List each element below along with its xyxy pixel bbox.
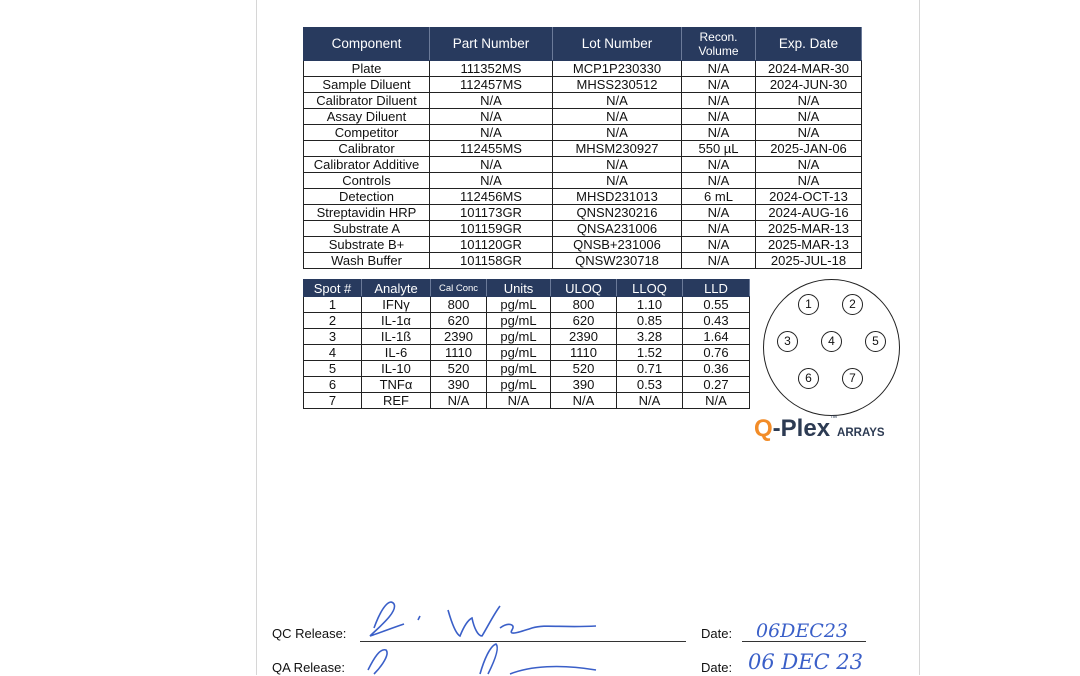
cell-units: N/A [487, 393, 551, 409]
header-spot: Spot # [304, 280, 362, 297]
header-analyte: Analyte [362, 280, 431, 297]
component-row [304, 237, 862, 253]
well-spot-diagram [763, 279, 900, 416]
cell-recon-volume: N/A [682, 205, 756, 221]
spot-row [304, 297, 750, 313]
component-row [304, 205, 862, 221]
cell-lot-number: N/A [553, 109, 682, 125]
cell-part-number: 101159GR [430, 221, 553, 237]
header-uloq: ULOQ [551, 280, 617, 297]
cell-units: pg/mL [487, 377, 551, 393]
cell-uloq: 800 [551, 297, 617, 313]
logo-tm: ™ [830, 415, 838, 422]
components-table-body [304, 61, 862, 269]
qc-date-label: Date: [701, 626, 733, 641]
header-lld: LLD [683, 280, 750, 297]
cell-part-number: 112455MS [430, 141, 553, 157]
spot-marker-4: 4 [821, 331, 842, 352]
cell-lot-number: MHSS230512 [553, 77, 682, 93]
cell-cal-conc: 520 [431, 361, 487, 377]
cell-spot: 7 [304, 393, 362, 409]
qc-signature-image [360, 598, 600, 642]
cell-recon-volume: N/A [682, 253, 756, 269]
cell-cal-conc: 620 [431, 313, 487, 329]
header-units: Units [487, 280, 551, 297]
spot-row [304, 393, 750, 409]
cell-component: Assay Diluent [304, 109, 430, 125]
spot-marker-1: 1 [798, 294, 819, 315]
cell-exp-date: N/A [756, 157, 862, 173]
cell-recon-volume: N/A [682, 93, 756, 109]
spot-marker-5: 5 [865, 331, 886, 352]
header-component: Component [304, 28, 430, 61]
cell-exp-date: N/A [756, 125, 862, 141]
cell-lloq: N/A [617, 393, 683, 409]
spot-marker-2: 2 [842, 294, 863, 315]
cell-part-number: 101120GR [430, 237, 553, 253]
cell-lloq: 1.10 [617, 297, 683, 313]
spot-row [304, 345, 750, 361]
header-lot-number: Lot Number [553, 28, 682, 61]
qc-date-value: 06DEC23 [756, 620, 848, 642]
header-part-number: Part Number [430, 28, 553, 61]
spot-marker-3: 3 [777, 331, 798, 352]
cell-analyte: TNFα [362, 377, 431, 393]
cell-lot-number: QNSA231006 [553, 221, 682, 237]
cell-lld: 1.64 [683, 329, 750, 345]
cell-spot: 1 [304, 297, 362, 313]
spot-row [304, 329, 750, 345]
cell-component: Controls [304, 173, 430, 189]
cell-lloq: 1.52 [617, 345, 683, 361]
cell-lld: 0.76 [683, 345, 750, 361]
cell-lot-number: N/A [553, 173, 682, 189]
cell-lloq: 0.85 [617, 313, 683, 329]
spot-row [304, 377, 750, 393]
spot-table [303, 279, 750, 409]
qa-date-label: Date: [701, 660, 733, 675]
cell-recon-volume: N/A [682, 237, 756, 253]
cell-component: Substrate A [304, 221, 430, 237]
cell-cal-conc: 2390 [431, 329, 487, 345]
qplex-arrays-logo [754, 415, 885, 445]
header-recon-volume [682, 28, 756, 61]
cell-uloq: 2390 [551, 329, 617, 345]
component-row [304, 109, 862, 125]
component-row [304, 61, 862, 77]
cell-spot: 5 [304, 361, 362, 377]
cell-component: Competitor [304, 125, 430, 141]
cell-units: pg/mL [487, 329, 551, 345]
cell-component: Sample Diluent [304, 77, 430, 93]
cell-lot-number: MCP1P230330 [553, 61, 682, 77]
cell-uloq: 390 [551, 377, 617, 393]
cell-lld: 0.36 [683, 361, 750, 377]
spot-marker-6: 6 [798, 368, 819, 389]
cell-recon-volume: N/A [682, 125, 756, 141]
cell-spot: 4 [304, 345, 362, 361]
cell-lloq: 0.53 [617, 377, 683, 393]
cell-part-number: N/A [430, 157, 553, 173]
component-row [304, 221, 862, 237]
cell-uloq: N/A [551, 393, 617, 409]
cell-lloq: 0.71 [617, 361, 683, 377]
cell-lot-number: MHSM230927 [553, 141, 682, 157]
cell-part-number: 112456MS [430, 189, 553, 205]
cell-spot: 3 [304, 329, 362, 345]
cell-component: Streptavidin HRP [304, 205, 430, 221]
header-recon-line2: Volume [698, 44, 739, 58]
cell-lot-number: QNSB+231006 [553, 237, 682, 253]
cell-exp-date: N/A [756, 173, 862, 189]
logo-arrays: ARRAYS [837, 427, 885, 439]
component-row [304, 93, 862, 109]
cell-spot: 2 [304, 313, 362, 329]
cell-component: Calibrator Additive [304, 157, 430, 173]
cell-part-number: N/A [430, 93, 553, 109]
component-row [304, 141, 862, 157]
cell-exp-date: 2024-OCT-13 [756, 189, 862, 205]
component-row [304, 189, 862, 205]
cell-lot-number: N/A [553, 93, 682, 109]
cell-exp-date: 2024-JUN-30 [756, 77, 862, 93]
cell-exp-date: 2025-JUL-18 [756, 253, 862, 269]
cell-part-number: 112457MS [430, 77, 553, 93]
logo-q: Q [754, 415, 773, 442]
cell-exp-date: 2025-JAN-06 [756, 141, 862, 157]
cell-recon-volume: N/A [682, 61, 756, 77]
cell-exp-date: 2025-MAR-13 [756, 237, 862, 253]
components-table [303, 27, 862, 269]
cell-exp-date: N/A [756, 93, 862, 109]
component-row [304, 253, 862, 269]
cell-units: pg/mL [487, 345, 551, 361]
cell-recon-volume: N/A [682, 173, 756, 189]
cell-analyte: IL-1α [362, 313, 431, 329]
cell-units: pg/mL [487, 313, 551, 329]
spot-header-row [304, 280, 750, 297]
cell-lld: N/A [683, 393, 750, 409]
component-row [304, 125, 862, 141]
spot-marker-7: 7 [842, 368, 863, 389]
cell-lloq: 3.28 [617, 329, 683, 345]
cell-cal-conc: 1110 [431, 345, 487, 361]
cell-recon-volume: N/A [682, 77, 756, 93]
component-row [304, 157, 862, 173]
cell-uloq: 1110 [551, 345, 617, 361]
cell-uloq: 520 [551, 361, 617, 377]
cell-analyte: IL-10 [362, 361, 431, 377]
spot-table-body [304, 297, 750, 409]
cell-exp-date: 2024-MAR-30 [756, 61, 862, 77]
cell-analyte: IFNγ [362, 297, 431, 313]
cell-units: pg/mL [487, 297, 551, 313]
cell-exp-date: N/A [756, 109, 862, 125]
cell-exp-date: 2024-AUG-16 [756, 205, 862, 221]
qa-date-value: 06 DEC 23 [748, 650, 864, 674]
qa-signature-image [360, 640, 600, 676]
cell-part-number: 111352MS [430, 61, 553, 77]
cell-recon-volume: N/A [682, 157, 756, 173]
component-row [304, 173, 862, 189]
cell-part-number: 101158GR [430, 253, 553, 269]
cell-recon-volume: N/A [682, 109, 756, 125]
cell-lot-number: QNSN230216 [553, 205, 682, 221]
header-cal-conc: Cal Conc [431, 280, 487, 297]
component-row [304, 77, 862, 93]
cell-part-number: N/A [430, 125, 553, 141]
qc-release-label: QC Release: [272, 626, 347, 641]
cell-exp-date: 2025-MAR-13 [756, 221, 862, 237]
header-recon-line1: Recon. [699, 30, 738, 44]
header-exp-date: Exp. Date [756, 28, 862, 61]
cell-component: Detection [304, 189, 430, 205]
cell-component: Calibrator [304, 141, 430, 157]
logo-plex: -Plex [772, 415, 831, 442]
cell-recon-volume: 550 µL [682, 141, 756, 157]
cell-analyte: IL-6 [362, 345, 431, 361]
cell-cal-conc: 800 [431, 297, 487, 313]
cell-part-number: 101173GR [430, 205, 553, 221]
cell-spot: 6 [304, 377, 362, 393]
cell-lld: 0.43 [683, 313, 750, 329]
cell-lot-number: N/A [553, 157, 682, 173]
cell-lot-number: N/A [553, 125, 682, 141]
cell-cal-conc: N/A [431, 393, 487, 409]
cell-part-number: N/A [430, 109, 553, 125]
cell-units: pg/mL [487, 361, 551, 377]
cell-uloq: 620 [551, 313, 617, 329]
cell-recon-volume: 6 mL [682, 189, 756, 205]
spot-row [304, 313, 750, 329]
spot-row [304, 361, 750, 377]
cell-lot-number: MHSD231013 [553, 189, 682, 205]
cell-component: Wash Buffer [304, 253, 430, 269]
cell-analyte: IL-1ß [362, 329, 431, 345]
qa-release-label: QA Release: [272, 660, 345, 675]
cell-component: Plate [304, 61, 430, 77]
cell-analyte: REF [362, 393, 431, 409]
cell-lld: 0.55 [683, 297, 750, 313]
cell-component: Calibrator Diluent [304, 93, 430, 109]
cell-lld: 0.27 [683, 377, 750, 393]
cell-part-number: N/A [430, 173, 553, 189]
components-header-row [304, 28, 862, 61]
cell-lot-number: QNSW230718 [553, 253, 682, 269]
header-lloq: LLOQ [617, 280, 683, 297]
cell-component: Substrate B+ [304, 237, 430, 253]
cell-cal-conc: 390 [431, 377, 487, 393]
cell-recon-volume: N/A [682, 221, 756, 237]
